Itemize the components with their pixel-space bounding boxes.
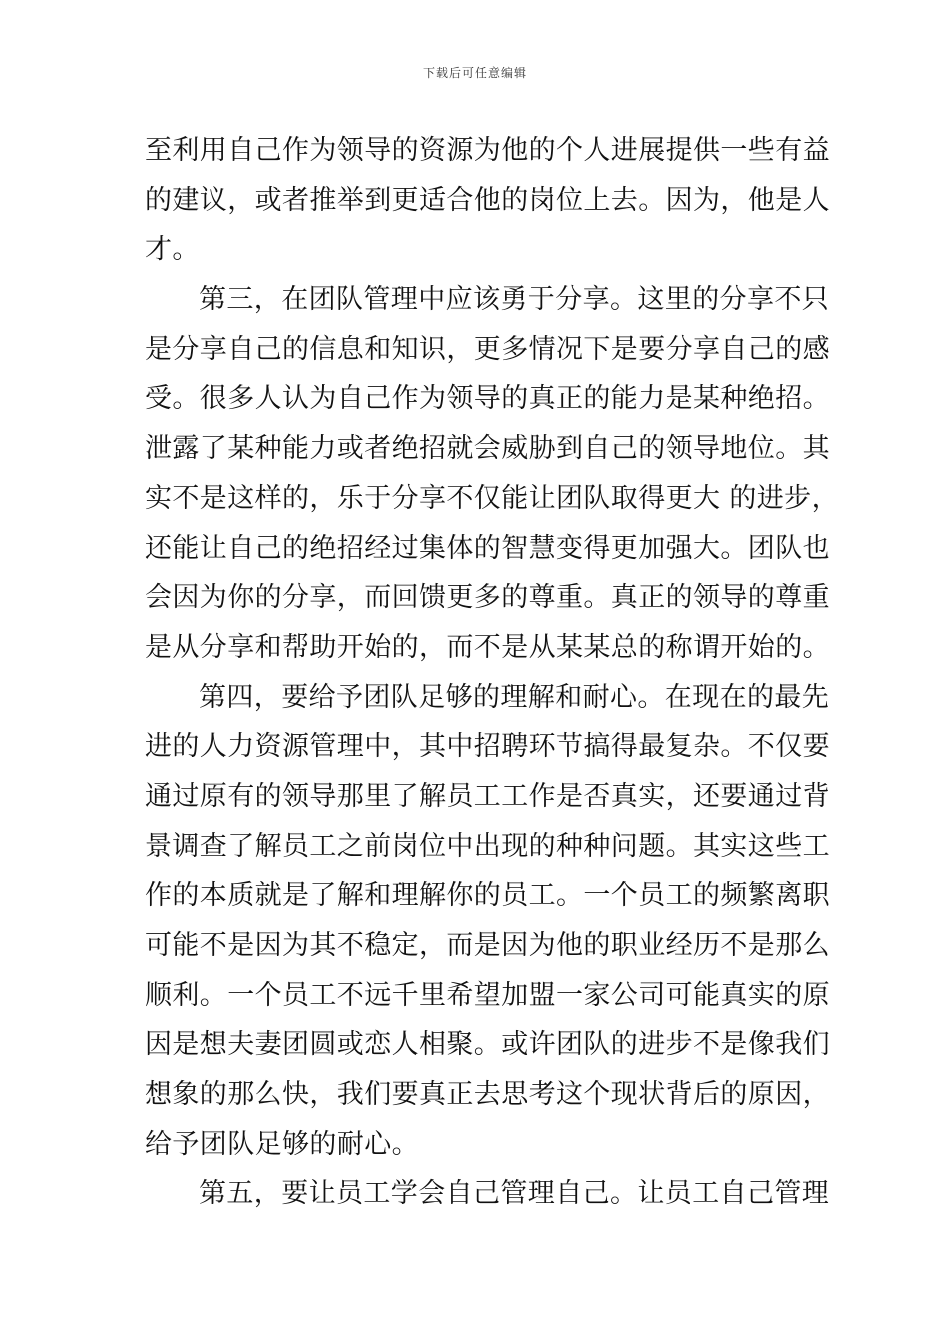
paragraph-start-line: 第五，要让员工学会自己管理自己。让员工自己管理 (199, 1178, 830, 1210)
text-line: 给予团队足够的耐心。 (145, 1128, 419, 1160)
text-line: 还能让自己的绝招经过集体的智慧变得更加强大。团队也 (145, 532, 830, 564)
paragraph-start-line: 第四，要给予团队足够的理解和耐心。在现在的最先 (199, 681, 830, 713)
text-line: 至利用自己作为领导的资源为他的个人进展提供一些有益 (145, 135, 830, 166)
text-line: 实不是这样的，乐于分享不仅能让团队取得更大 的进步， (145, 482, 839, 514)
text-line: 的建议，或者推举到更适合他的岗位上去。因为，他是人 (145, 184, 830, 216)
text-line: 可能不是因为其不稳定，而是因为他的职业经历不是那么 (145, 930, 830, 961)
text-line: 顺利。一个员工不远千里希望加盟一家公司可能真实的原 (145, 979, 830, 1011)
text-line: 作的本质就是了解和理解你的员工。一个员工的频繁离职 (145, 880, 830, 912)
text-line: 受。很多人认为自己作为领导的真正的能力是某种绝招。 (145, 383, 830, 415)
text-line: 才。 (145, 234, 200, 266)
paragraph-start-line: 第三，在团队管理中应该勇于分享。这里的分享不只 (199, 284, 830, 316)
text-line: 泄露了某种能力或者绝招就会威胁到自己的领导地位。其 (145, 433, 830, 465)
document-body (145, 126, 839, 1219)
text-line: 进的人力资源管理中，其中招聘环节搞得最复杂。不仅要 (145, 731, 830, 763)
text-line: 想象的那么快，我们要真正去思考这个现状背后的原因， (145, 1079, 830, 1111)
text-line: 通过原有的领导那里了解员工工作是否真实，还要通过背 (145, 780, 830, 812)
page-header: 下载后可任意编辑 (422, 66, 527, 80)
text-line: 是从分享和帮助开始的，而不是从某某总的称谓开始的。 (145, 631, 830, 663)
text-line: 因是想夫妻团圆或恋人相聚。或许团队的进步不是像我们 (145, 1029, 830, 1061)
text-line: 是分享自己的信息和知识，更多情况下是要分享自己的感 (145, 333, 830, 365)
text-line: 景调查了解员工之前岗位中出现的种种问题。其实这些工 (145, 830, 830, 862)
text-line: 会因为你的分享，而回馈更多的尊重。真正的领导的尊重 (145, 582, 830, 614)
